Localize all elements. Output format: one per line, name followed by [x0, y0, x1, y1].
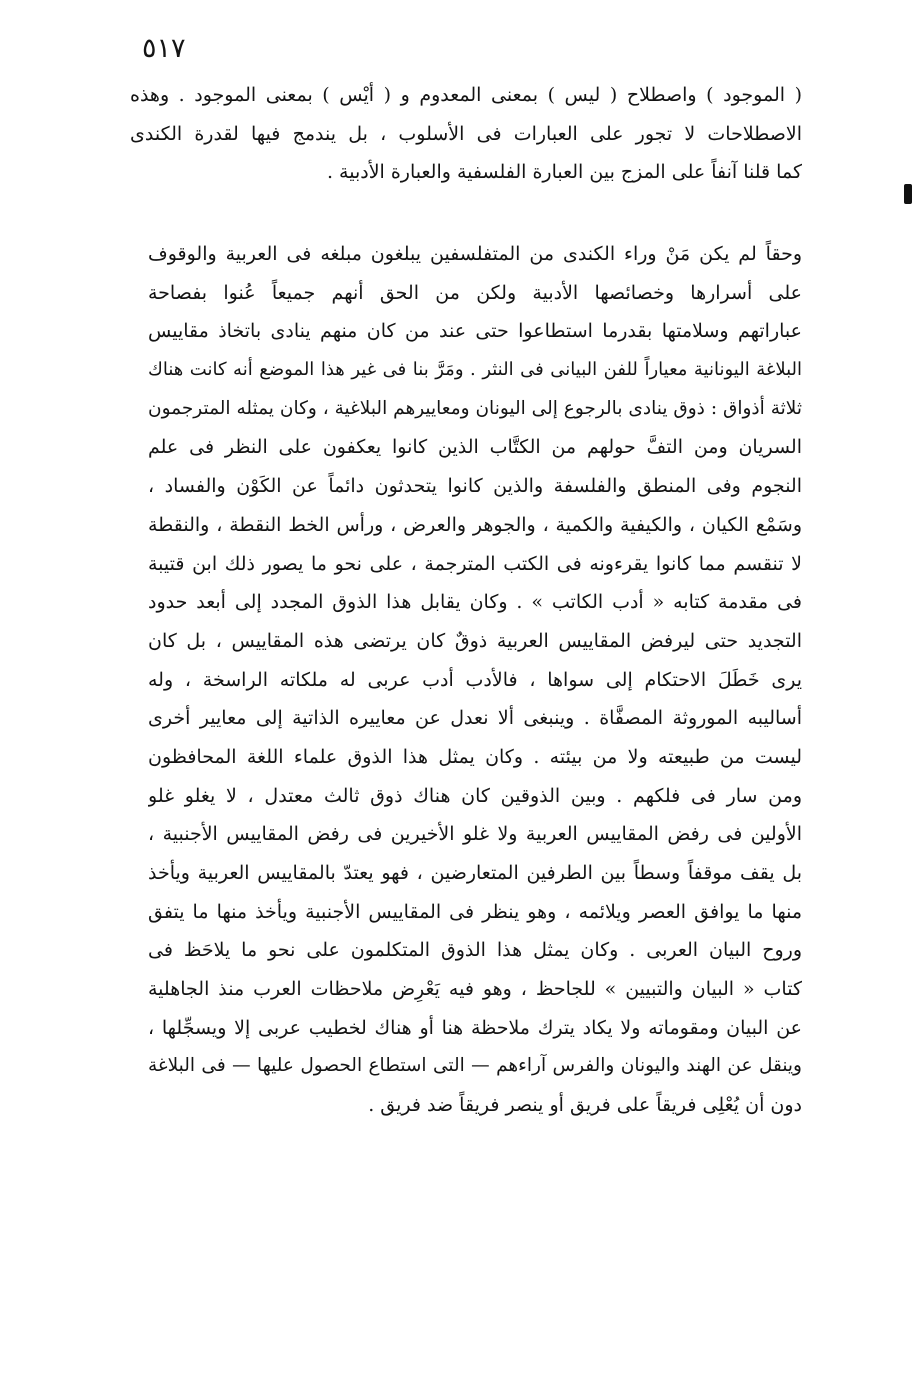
- text-line: فى مقدمة كتابه « أدب الكاتب » . وكان يقابل هذا الذوق المجدد إلى أبعد حدود: [148, 591, 802, 614]
- text-line: عن البيان ومقوماته ولا يكاد يترك ملاحظة هنا أو هناك لخطيب عربى إلا ويسجِّلها ،: [148, 1016, 802, 1039]
- text-line: التجديد حتى ليرفض المقاييس العربية ذوقٌ كان يرتضى هذه المقاييس ، بل كان: [148, 629, 802, 652]
- text-line: السريان ومن التفَّ حولهم من الكتَّاب الذين كانوا يعكفون على النظر فى علم: [148, 436, 802, 459]
- text-line: دون أن يُعْلِى فريقاً على فريق أو ينصر فريقاً ضد فريق .: [368, 1094, 802, 1117]
- margin-mark: [904, 184, 912, 204]
- text-line: وحقاً لم يكن مَنْ وراء الكندى من المتفلسفين يبلغون مبلغه فى العربية والوقوف: [148, 243, 802, 265]
- text-line: الاصطلاحات لا تجور على العبارات فى الأسلوب ، بل يندمج فيها لقدرة الكندى: [130, 122, 802, 145]
- text-line: النجوم وفى المنطق والفلسفة والذين كانوا يتحدثون دائماً عن الكَوْن والفساد ،: [148, 475, 802, 498]
- text-line: على أسرارها وخصائصها الأدبية ولكن من الحق أنهم جميعاً عُنوا بفصاحة: [148, 281, 802, 304]
- text-line: ثلاثة أذواق : ذوق ينادى بالرجوع إلى اليونان ومعاييرهم البلاغية ، وكان يمثله المترجمون: [148, 397, 802, 419]
- text-line: يرى خَطَلَ الاحتكام إلى سواها ، فالأدب أدب عربى له ملكاته الراسخة ، وله: [148, 668, 802, 691]
- paragraph-2: [148, 235, 802, 1125]
- text-line: ليست من طبيعته ولا من بيئته . وكان يمثل هذا الذوق علماء اللغة المحافظون: [148, 745, 802, 768]
- text-line: كتاب « البيان والتبيين » للجاحظ ، وهو فيه يَعْرِض ملاحظات العرب منذ الجاهلية: [148, 978, 802, 1001]
- text-line: وسَمْع الكيان ، والكيفية والكمية ، والجوهر والعرض ، ورأس الخط النقطة ، والنقطة: [148, 513, 802, 536]
- text-line: منها ما يوافق العصر ويلائمه ، وهو ينظر فى المقاييس الأجنبية ويأخذ منها ما يتفق: [148, 900, 802, 923]
- text-line: البلاغة اليونانية معياراً للفن البيانى فى النثر . ومَرَّ بنا فى غير هذا الموضع أنه كانت هناك: [148, 359, 802, 381]
- text-line: بل يقف موقفاً وسطاً بين الطرفين المتعارضين ، فهو يعتدّ بالمقاييس العربية ويأخذ: [148, 862, 802, 884]
- text-line: الأولين فى رفض المقاييس العربية ولا غلو الأخيرين فى رفض المقاييس الأجنبية ،: [148, 823, 802, 846]
- text-line: لا تنقسم مما كانوا يقرءونه فى الكتب المترجمة ، على نحو ما يصور ذلك ابن قتيبة: [148, 552, 802, 575]
- paragraph-1: [130, 76, 802, 192]
- text-line: ( الموجود ) واصطلاح ( ليس ) بمعنى المعدوم و ( أيْس ) بمعنى الموجود . وهذه: [130, 84, 802, 106]
- text-line: كما قلنا آنفاً على المزج بين العبارة الفلسفية والعبارة الأدبية .: [326, 161, 802, 184]
- text-line: ومن سار فى فلكهم . وبين الذوقين كان هناك ذوق ثالث معتدل ، لا يغلو غلو: [148, 784, 802, 807]
- text-line: أساليبه الموروثة المصفَّاة . وينبغى ألا نعدل عن معاييره الذاتية إلى معايير أخرى: [148, 707, 802, 730]
- text-line: وينقل عن الهند واليونان والفرس آراءهم — التى استطاع الحصول عليها — فى البلاغة: [148, 1055, 802, 1077]
- text-line: عباراتهم وسلامتها بقدرما استطاعوا حتى عند من كان منهم ينادى باتخاذ مقاييس: [148, 320, 802, 343]
- text-line: وروح البيان العربى . وكان يمثل هذا الذوق المتكلمون على نحو ما يلاحَظ فى: [148, 939, 802, 962]
- page-number: ٥١٧: [142, 33, 186, 64]
